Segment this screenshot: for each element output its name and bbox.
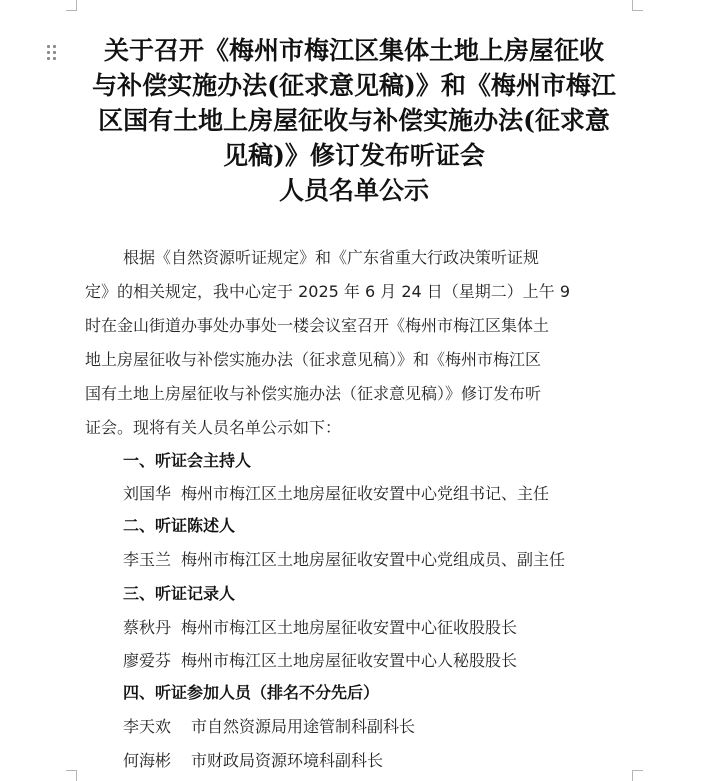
title-line: 关于召开《梅州市梅江区集体土地上房屋征收 [103, 36, 604, 65]
person-name: 蔡秋丹 [123, 618, 172, 637]
person-entry [123, 750, 383, 772]
crop-mark-bottom-left [66, 770, 77, 781]
person-entry [123, 650, 517, 672]
person-entry [123, 716, 415, 738]
title-line: 人员名单公示 [278, 176, 429, 205]
person-role: 梅州市梅江区土地房屋征收安置中心党组书记、主任 [181, 484, 550, 503]
person-name: 李玉兰 [123, 550, 172, 569]
person-name: 廖爱芬 [123, 651, 172, 670]
paragraph-line: 地上房屋征收与补偿实施办法（征求意见稿）》和《梅州市梅江区 [85, 350, 542, 369]
section-heading-participants: 四、听证参加人员（排名不分先后） [123, 683, 380, 702]
paragraph-line: 时在金山街道办事处办事处一楼会议室召开《梅州市梅江区集体土 [85, 316, 550, 335]
person-role: 梅州市梅江区土地房屋征收安置中心人秘股股长 [181, 651, 518, 670]
title-line: 见稿)》修订发布听证会 [223, 141, 485, 170]
person-role: 梅州市梅江区土地房屋征收安置中心征收股股长 [181, 618, 518, 637]
intro-paragraph [85, 241, 625, 445]
person-entry [123, 483, 549, 505]
section-heading-recorder: 三、听证记录人 [123, 584, 236, 603]
section-heading-presenter: 二、听证陈述人 [123, 516, 236, 535]
person-name: 刘国华 [123, 484, 172, 503]
person-role: 市自然资源局用途管制科副科长 [191, 717, 416, 736]
person-entry [123, 549, 565, 571]
paragraph-line: 根据《自然资源听证规定》和《广东省重大行政决策听证规 [123, 248, 540, 267]
person-entry [123, 617, 517, 639]
drag-handle-icon[interactable] [47, 45, 57, 61]
paragraph-line: 国有土地上房屋征收与补偿实施办法（征求意见稿）》修订发布听 [85, 384, 542, 403]
document-title [80, 33, 628, 208]
title-line: 与补偿实施办法(征求意见稿)》和《梅州市梅江 [92, 71, 616, 100]
section-heading-host: 一、听证会主持人 [123, 451, 252, 470]
crop-mark-top-left [66, 0, 77, 11]
person-role: 梅州市梅江区土地房屋征收安置中心党组成员、副主任 [181, 550, 566, 569]
paragraph-line: 证会。现将有关人员名单公示如下： [85, 418, 342, 437]
person-name: 何海彬 [123, 751, 172, 770]
crop-mark-bottom-right [632, 770, 643, 781]
person-role: 市财政局资源环境科副科长 [191, 751, 384, 770]
crop-mark-top-right [632, 0, 643, 11]
person-name: 李天欢 [123, 717, 172, 736]
paragraph-line: 定》的相关规定，我中心定于 2025 年 6 月 24 日（星期二）上午 9 [85, 282, 571, 301]
title-line: 区国有土地上房屋征收与补偿实施办法(征求意 [98, 106, 610, 135]
